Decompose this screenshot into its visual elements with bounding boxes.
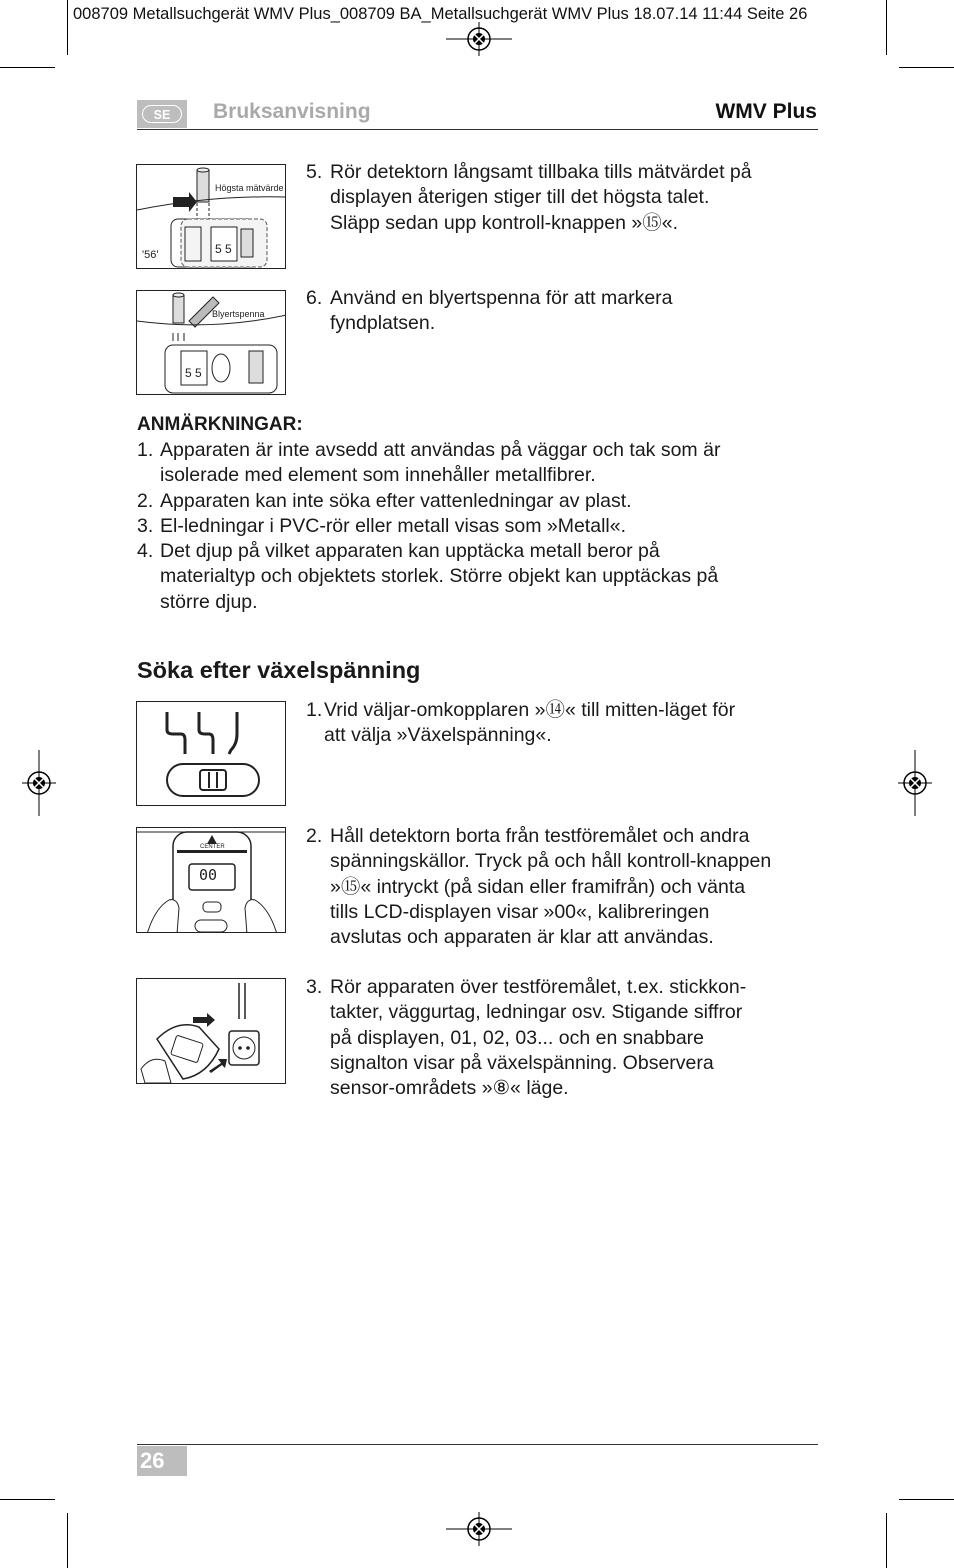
figure-label: Högsta mätvärde — [215, 183, 284, 193]
note-text-line: Det djup på vilket apparaten kan upptäcka metall beror på — [160, 540, 660, 562]
step-number: 6. — [306, 287, 323, 309]
step-text-line: på displayen, 01, 02, 03... och en snabbare — [330, 1026, 705, 1049]
instruction-step — [306, 698, 818, 749]
figure-label: CENTER — [200, 844, 225, 850]
step-text-line: Släpp sedan upp kontroll-knappen »⑮«. — [330, 211, 678, 234]
figure-selector-switch — [136, 701, 286, 806]
registration-mark-icon — [898, 750, 932, 816]
note-text-line: isolerade med element som innehåller metallfibrer. — [160, 464, 596, 487]
note-item — [137, 438, 817, 489]
crop-mark — [886, 0, 887, 55]
figure-label: Blyertspenna — [212, 309, 265, 319]
figure-highest-reading — [136, 164, 286, 269]
note-item — [137, 539, 817, 615]
step-text-line: tills LCD-displayen visar »00«, kalibreringen — [330, 900, 710, 923]
language-badge — [137, 100, 187, 128]
svg-text:5 5: 5 5 — [215, 242, 232, 256]
step-text-line: Använd en blyertspenna för att markera — [330, 287, 673, 309]
step-text-line: sensor-områdets »⑧« läge. — [330, 1077, 569, 1100]
step-text-line: fyndplatsen. — [330, 312, 436, 335]
step-text-line: »⑮« intryckt (på sidan eller framifrån) och vänta — [330, 875, 746, 898]
step-number: 3. — [306, 976, 323, 998]
language-badge-label: SE — [142, 105, 182, 123]
print-slug: 008709 Metallsuchgerät WMV Plus_008709 BA_Metallsuchgerät WMV Plus 18.07.14 11:44 Seite 26 — [73, 5, 808, 23]
note-text-line: Apparaten är inte avsedd att användas på väggar och tak som är — [160, 439, 721, 461]
page-number: 26 — [137, 1446, 187, 1476]
figure-socket-test — [136, 978, 286, 1084]
header-model: WMV Plus — [715, 100, 817, 123]
registration-mark-icon — [22, 750, 56, 816]
note-item — [137, 514, 817, 539]
step-text-line: Rör detektorn långsamt tillbaka tills mätvärdet på — [330, 161, 752, 183]
note-number: 4. — [137, 540, 154, 562]
step-text-line: Vrid väljar-omkopplaren »⑭« till mitten-läget för — [324, 699, 736, 721]
instruction-step — [306, 975, 818, 1101]
step-number: 2. — [306, 825, 323, 847]
note-number: 2. — [137, 490, 154, 512]
figure-reading: '56' — [142, 249, 159, 261]
note-text-line: El-ledningar i PVC-rör eller metall visas som »Metall«. — [160, 515, 626, 537]
crop-mark — [899, 67, 954, 68]
crop-mark — [67, 0, 68, 55]
instruction-step — [306, 160, 818, 236]
header-title: Bruksanvisning — [213, 100, 371, 123]
svg-text:5 5: 5 5 — [185, 366, 202, 380]
step-number: 1. — [306, 699, 323, 721]
step-text-line: Håll detektorn borta från testföremålet och andra — [330, 825, 750, 847]
lcd-reading: 00 — [199, 866, 218, 884]
registration-mark-icon — [446, 1512, 512, 1546]
figure-detector-calibration — [136, 827, 286, 933]
note-text-line: materialtyp och objektets storlek. Större objekt kan upptäckas på — [160, 565, 719, 588]
instruction-step — [306, 286, 818, 337]
header-rule — [137, 129, 818, 130]
step-text-line: att välja »Växelspänning«. — [324, 724, 552, 747]
crop-mark — [67, 1513, 68, 1568]
step-text-line: takter, väggurtag, ledningar osv. Stigande siffror — [330, 1001, 743, 1024]
note-number: 3. — [137, 515, 154, 537]
footer-rule — [137, 1444, 818, 1445]
step-text-line: displayen återigen stiger till det högsta talet. — [330, 186, 710, 209]
step-text-line: avslutas och apparaten är klar att användas. — [330, 926, 714, 949]
crop-mark — [0, 1499, 55, 1500]
crop-mark — [0, 67, 55, 68]
note-number: 1. — [137, 439, 154, 461]
registration-mark-icon — [446, 22, 512, 56]
note-item — [137, 489, 817, 514]
instruction-step — [306, 824, 818, 950]
step-text-line: spänningskällor. Tryck på och håll kontroll-knappen — [330, 850, 772, 873]
note-text-line: större djup. — [160, 590, 258, 613]
notes-heading: ANMÄRKNINGAR: — [137, 414, 303, 435]
note-text-line: Apparaten kan inte söka efter vattenledningar av plast. — [160, 490, 632, 512]
figure-pencil-mark — [136, 290, 286, 395]
step-text-line: Rör apparaten över testföremålet, t.ex. stickkon- — [330, 976, 747, 998]
step-number: 5. — [306, 161, 323, 183]
crop-mark — [899, 1499, 954, 1500]
section-heading: Söka efter växelspänning — [137, 657, 421, 683]
step-text-line: signalton visar på växelspänning. Observera — [330, 1051, 714, 1074]
crop-mark — [886, 1513, 887, 1568]
